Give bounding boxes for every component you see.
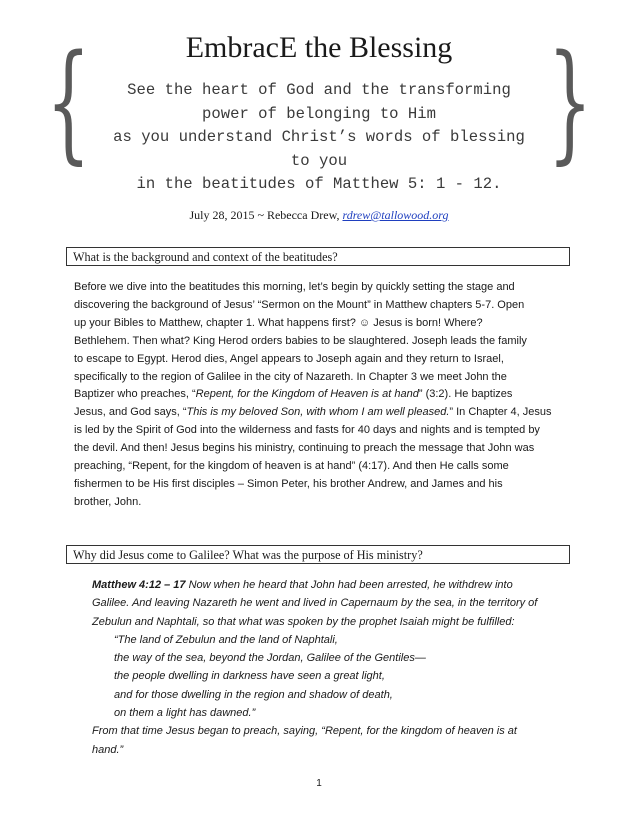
subtitle-line: to you <box>290 151 348 170</box>
text-line <box>74 386 574 404</box>
text-line <box>74 297 574 315</box>
text-run: up your Bibles to Matthew, chapter 1. What happens first? ☺ Jesus is born! Where? <box>74 316 483 329</box>
subtitle-line: See the heart of God and the transforming <box>127 81 511 99</box>
quoted-text: Repent, for the Kingdom of Heaven is at hand <box>195 388 419 401</box>
text-run: discovering the background of Jesus’ “Sermon on the Mount” in Matthew chapters 5-7. Open <box>74 298 525 311</box>
text-line <box>74 369 574 387</box>
text-run: to escape to Egypt. Herod dies, Angel appears to Joseph again and they return to Israel, <box>74 352 504 365</box>
text-line <box>92 722 572 740</box>
text-run: and for those dwelling in the region and shadow of death, <box>114 688 393 701</box>
author-email-link[interactable]: rdrew@tallowood.org <box>342 208 449 222</box>
text-run: Galilee. And leaving Nazareth he went and lived in Capernaum by the sea, in the territory of <box>92 597 538 610</box>
text-run: ” (3:2). He baptizes <box>418 388 513 401</box>
text-run: the people dwelling in darkness have seen a great light, <box>114 670 385 683</box>
text-run: specifically to the region of Galilee in the city of Nazareth. In Chapter 3 we meet John the <box>74 370 507 383</box>
text-line <box>74 494 574 512</box>
subtitle-line: as you understand Christ’s words of blessing <box>113 128 525 146</box>
text-run: Zebulun and Naphtali, so that what was spoken by the prophet Isaiah might be fulfilled: <box>92 615 515 628</box>
scripture-passage <box>92 576 572 759</box>
section-question-box: Why did Jesus come to Galilee? What was the purpose of His ministry? <box>66 545 570 564</box>
text-run: ” In Chapter 4, Jesus <box>449 406 552 419</box>
text-line <box>74 333 574 351</box>
text-line <box>74 458 574 476</box>
text-run: Jesus, and God says, “ <box>74 406 187 419</box>
text-line <box>74 422 574 440</box>
subtitle-line: power of belonging to Him <box>202 104 436 123</box>
text-line <box>92 613 572 631</box>
text-line <box>92 667 572 685</box>
left-curly-brace-ornament: { <box>46 28 91 177</box>
text-run: preaching, “Repent, for the kingdom of heaven is at hand” (4:17). And then He calls some <box>74 460 509 473</box>
text-line <box>92 649 572 667</box>
text-line <box>74 315 574 333</box>
quoted-text: This is my beloved Son, with whom I am well pleased. <box>186 406 450 419</box>
text-run: brother, John. <box>74 495 142 508</box>
section-question-box: What is the background and context of the beatitudes? <box>66 247 570 266</box>
background-paragraph <box>74 279 574 512</box>
document-subtitle <box>70 79 568 197</box>
text-run: From that time Jesus began to preach, saying, “Repent, for the kingdom of heaven is at <box>92 725 517 738</box>
right-curly-brace-ornament: } <box>547 28 592 177</box>
text-run: Before we dive into the beatitudes this morning, let’s begin by quickly setting the stage and <box>74 281 515 293</box>
text-run: on them a light has dawned.” <box>114 707 256 720</box>
text-run: the way of the sea, beyond the Jordan, Galilee of the Gentiles— <box>114 652 426 665</box>
byline-date-author: July 28, 2015 ~ Rebecca Drew, <box>189 208 343 222</box>
byline <box>0 207 638 223</box>
text-run: the devil. And then! Jesus begins his ministry, continuing to preach the message that John was <box>74 442 535 455</box>
text-run: “The land of Zebulun and the land of Naphtali, <box>114 633 338 646</box>
text-run: Now when he heard that John had been arrested, he withdrew into <box>185 579 513 591</box>
text-run: hand.” <box>92 743 124 756</box>
text-run: fishermen to be His first disciples – Simon Peter, his brother Andrew, and James and his <box>74 477 503 490</box>
text-line <box>92 631 572 649</box>
text-line <box>92 576 572 594</box>
text-line <box>92 741 572 759</box>
document-title: EmbracE the Blessing <box>185 31 453 64</box>
text-run: is led by the Spirit of God into the wilderness and fasts for 40 days and nights and is tempted by <box>74 424 540 437</box>
text-run: Bethlehem. Then what? King Herod orders babies to be slaughtered. Joseph leads the family <box>74 334 527 347</box>
text-run: Baptizer who preaches, “ <box>74 388 196 401</box>
text-line <box>74 279 574 297</box>
text-line <box>92 686 572 704</box>
text-line <box>74 440 574 458</box>
text-line <box>74 404 574 422</box>
text-line <box>74 476 574 494</box>
text-line <box>92 704 572 722</box>
page-number: 1 <box>316 778 322 789</box>
text-line <box>92 594 572 612</box>
subtitle-line: in the beatitudes of Matthew 5: 1 - 12. <box>136 175 502 193</box>
scripture-reference: Matthew 4:12 – 17 <box>92 579 186 591</box>
text-line <box>74 351 574 369</box>
